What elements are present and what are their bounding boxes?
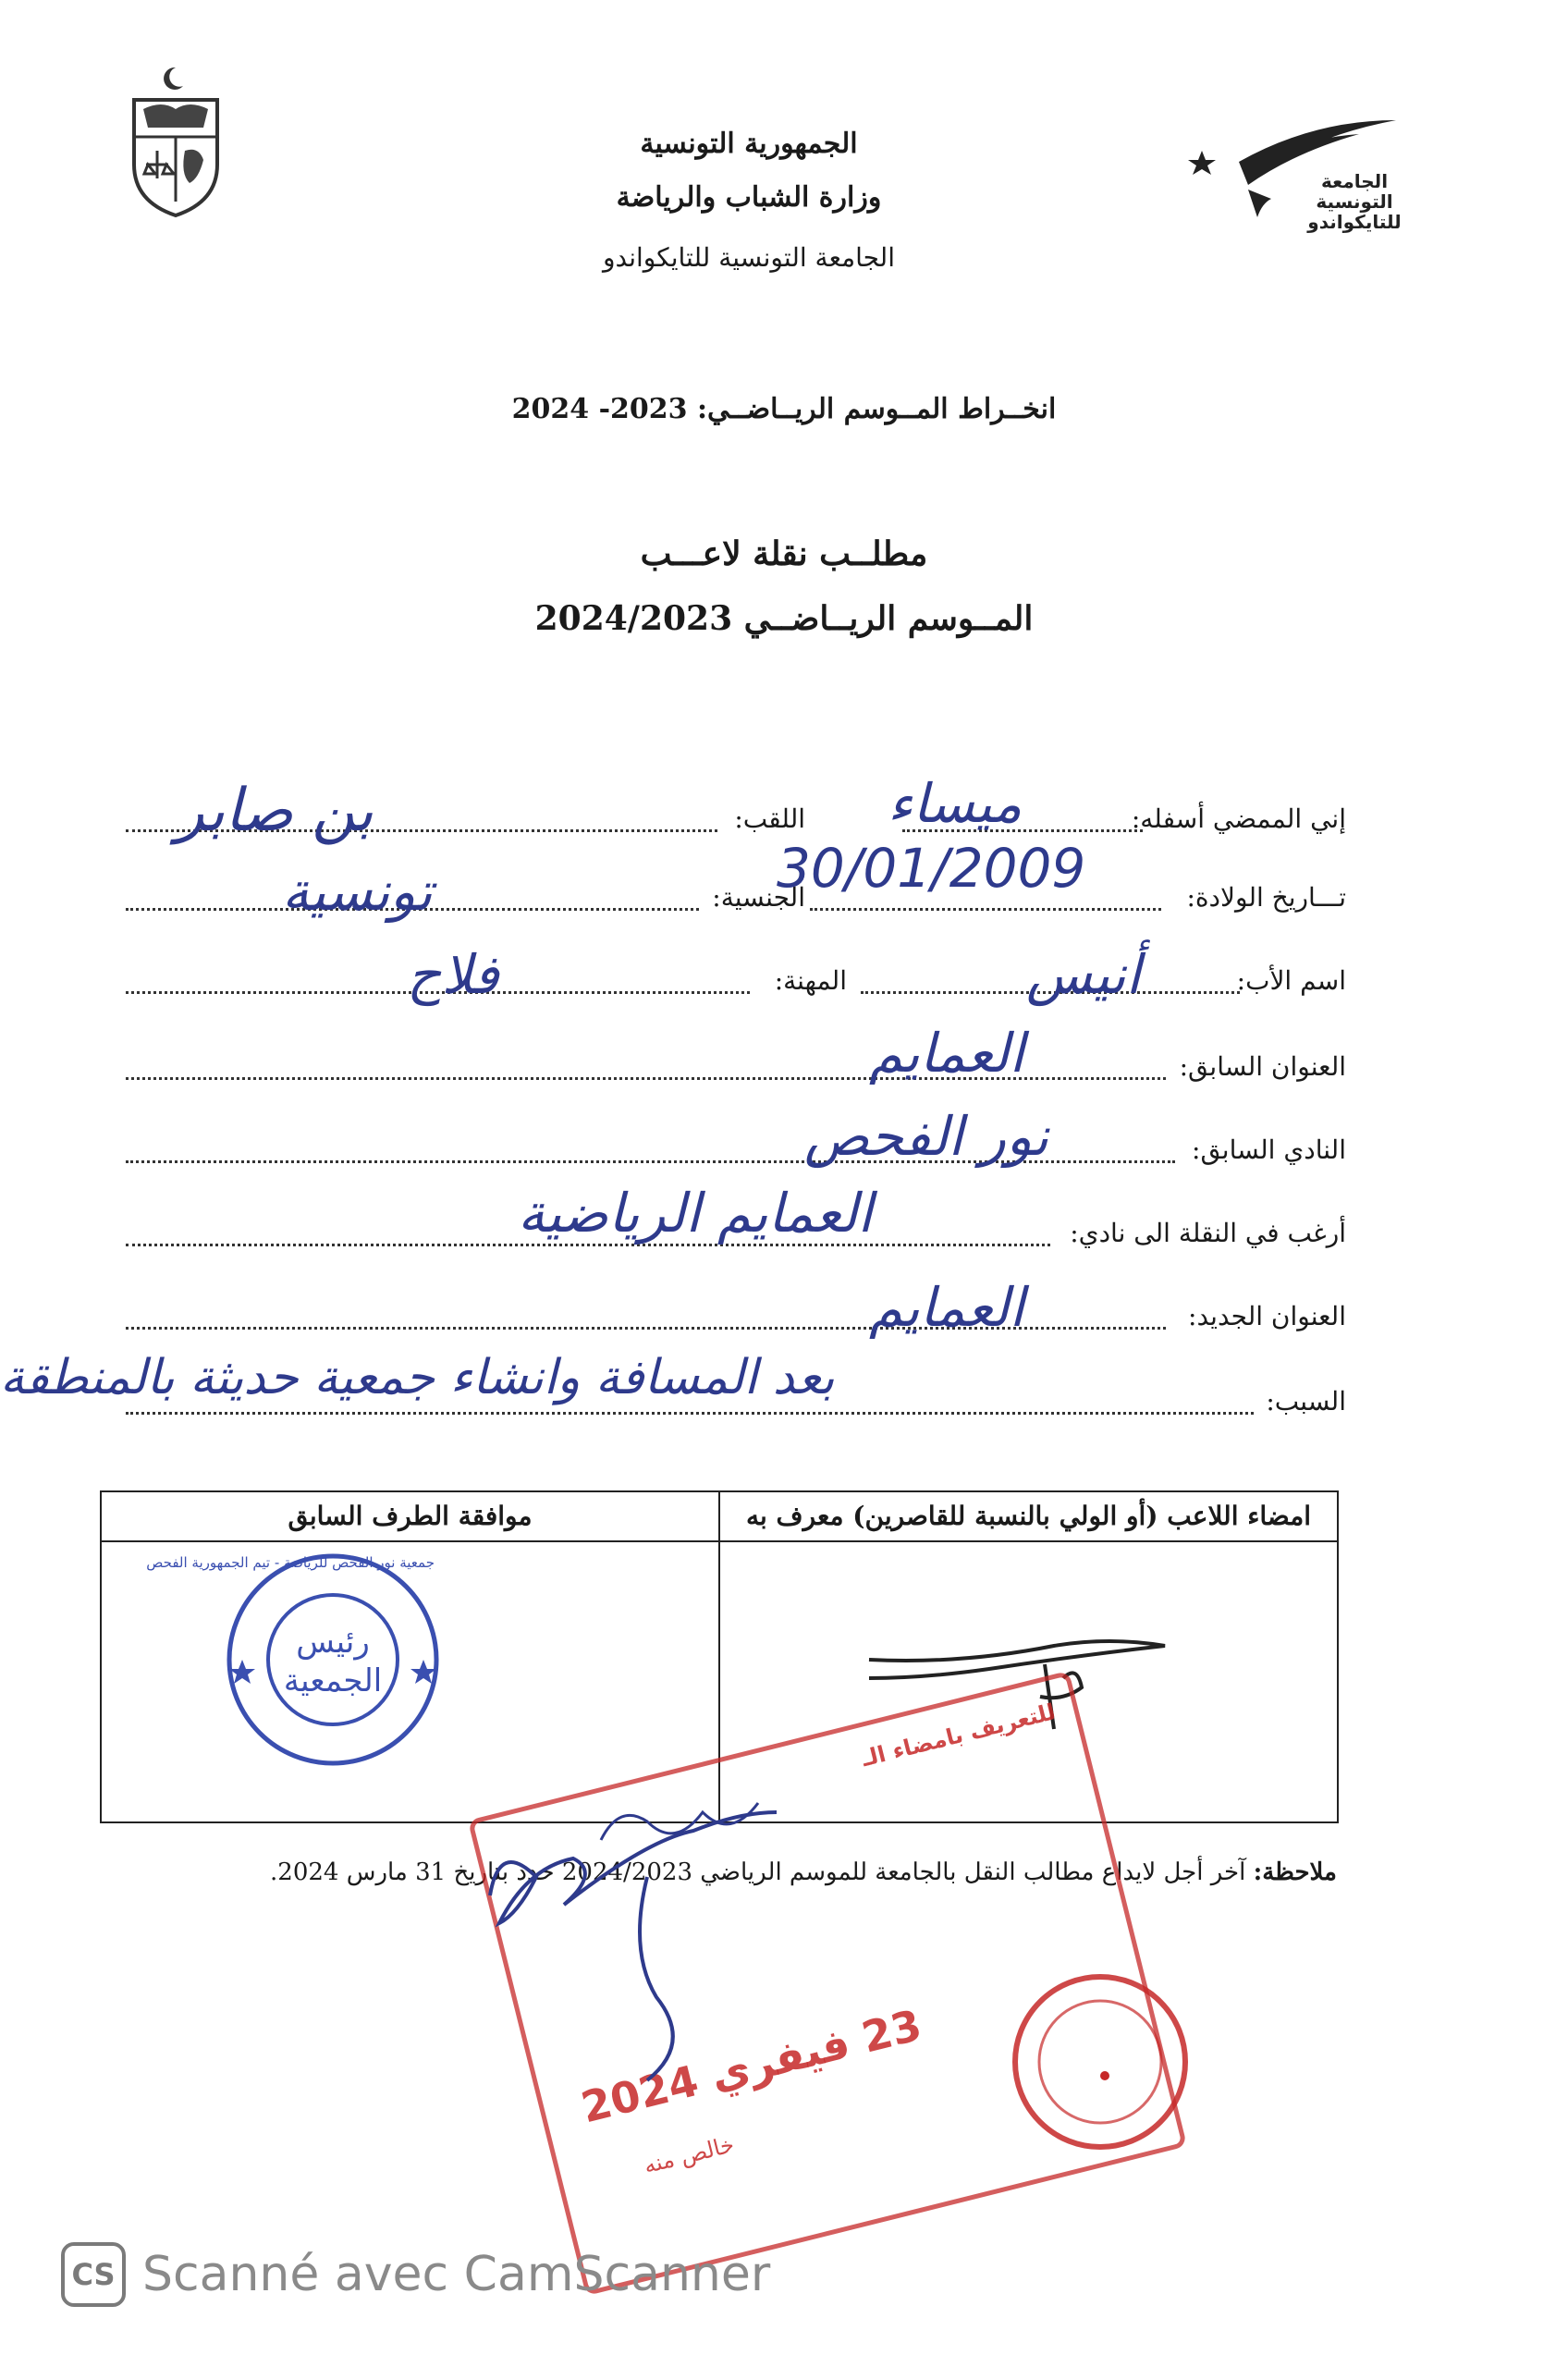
- surname-label: اللقب:: [734, 803, 805, 834]
- club-president-stamp: [146, 1549, 444, 1771]
- handwritten-reason: بعد المسافة وانشاء جمعية حديثة بالمنطقة: [0, 1350, 835, 1405]
- undersigned-label: إني الممضي أسفله:: [1131, 803, 1346, 834]
- new-address-label: العنوان الجديد:: [1188, 1301, 1346, 1331]
- camscanner-text: Scanné avec CamScanner: [142, 2247, 771, 2302]
- tunisia-coat-of-arms-icon: [120, 63, 231, 220]
- page-subtitle: المــوسم الريــاضــي 2024/2023: [534, 599, 1034, 638]
- note-label: ملاحظة:: [1253, 1858, 1337, 1886]
- republic-name: الجمهورية التونسية: [640, 128, 858, 160]
- handwritten-surname: بن صابر: [176, 777, 374, 845]
- handwritten-old-club: نور الفحص: [804, 1105, 1049, 1168]
- job-label: المهنة:: [774, 965, 847, 996]
- handwritten-birth-date: 30/01/2009: [777, 837, 1086, 900]
- stamp-president-text: رئيس: [296, 1624, 370, 1661]
- note-text: آخر أجل لايداع مطالب النقل بالجامعة للموسم الرياضي 2024/2023 حدد بتاريخ 31 مارس 2024.: [270, 1858, 1246, 1886]
- ministry-name: وزارة الشباب والرياضة: [616, 181, 882, 214]
- nationality-label: الجنسية:: [712, 882, 805, 913]
- old-club-label: النادي السابق:: [1192, 1134, 1346, 1165]
- row-father: [126, 938, 1346, 1003]
- row-old-address: [126, 1024, 1346, 1089]
- handwritten-job: فلاح: [407, 943, 499, 1006]
- municipal-round-seal: [1008, 1969, 1193, 2154]
- player-signature-header: امضاء اللاعب (أو الولي بالنسبة للقاصرين) معرف به: [719, 1491, 1338, 1541]
- handwritten-first-name: ميساء: [888, 772, 1023, 835]
- previous-party-approval-header: موافقة الطرف السابق: [101, 1491, 719, 1541]
- handwritten-father-name: أنيس: [1026, 943, 1141, 1006]
- page-title: مطلــب نقلة لاعـــب: [640, 534, 928, 573]
- federation-logo-text: الجامعة التونسية للتايكواندو: [1307, 170, 1402, 233]
- row-new-address: [126, 1274, 1346, 1339]
- transfer-club-label: أرغب في النقلة الى نادي:: [1070, 1218, 1346, 1248]
- season-membership-line: انخــراط المــوسم الريــاضــي: 2023- 2024: [511, 393, 1057, 425]
- legalization-stamp-paid: خالص منه: [641, 2131, 737, 2179]
- old-address-label: العنوان السابق:: [1179, 1051, 1346, 1082]
- father-name-label: اسم الأب:: [1236, 965, 1346, 996]
- federation-logo: [1183, 116, 1415, 245]
- handwritten-new-address: العمايم: [869, 1276, 1024, 1339]
- reason-label: السبب:: [1266, 1386, 1346, 1417]
- federation-name: الجامعة التونسية للتايكواندو: [603, 242, 895, 273]
- legalization-stamp-header: للتعريف بامضاء الـ: [859, 1699, 1059, 1772]
- row-old-club: [126, 1108, 1346, 1172]
- stamp-association-text: الجمعية: [283, 1662, 383, 1699]
- handwritten-nationality: تونسية: [282, 860, 433, 923]
- handwritten-new-club: العمايم الرياضية: [518, 1182, 873, 1245]
- handwritten-old-address: العمايم: [869, 1022, 1024, 1085]
- camscanner-logo-icon: CS: [61, 2242, 126, 2307]
- stamp-ring-text: جمعية نور الفحص للرياضة - تيم الجمهورية الفحص: [146, 1554, 435, 1571]
- official-signature-scribble: [462, 1784, 814, 2090]
- birth-date-label: تـــاريخ الولادة:: [1186, 882, 1346, 913]
- camscanner-watermark: [61, 2242, 770, 2307]
- legalization-stamp-date: 23 فيفري 2024: [576, 1999, 927, 2133]
